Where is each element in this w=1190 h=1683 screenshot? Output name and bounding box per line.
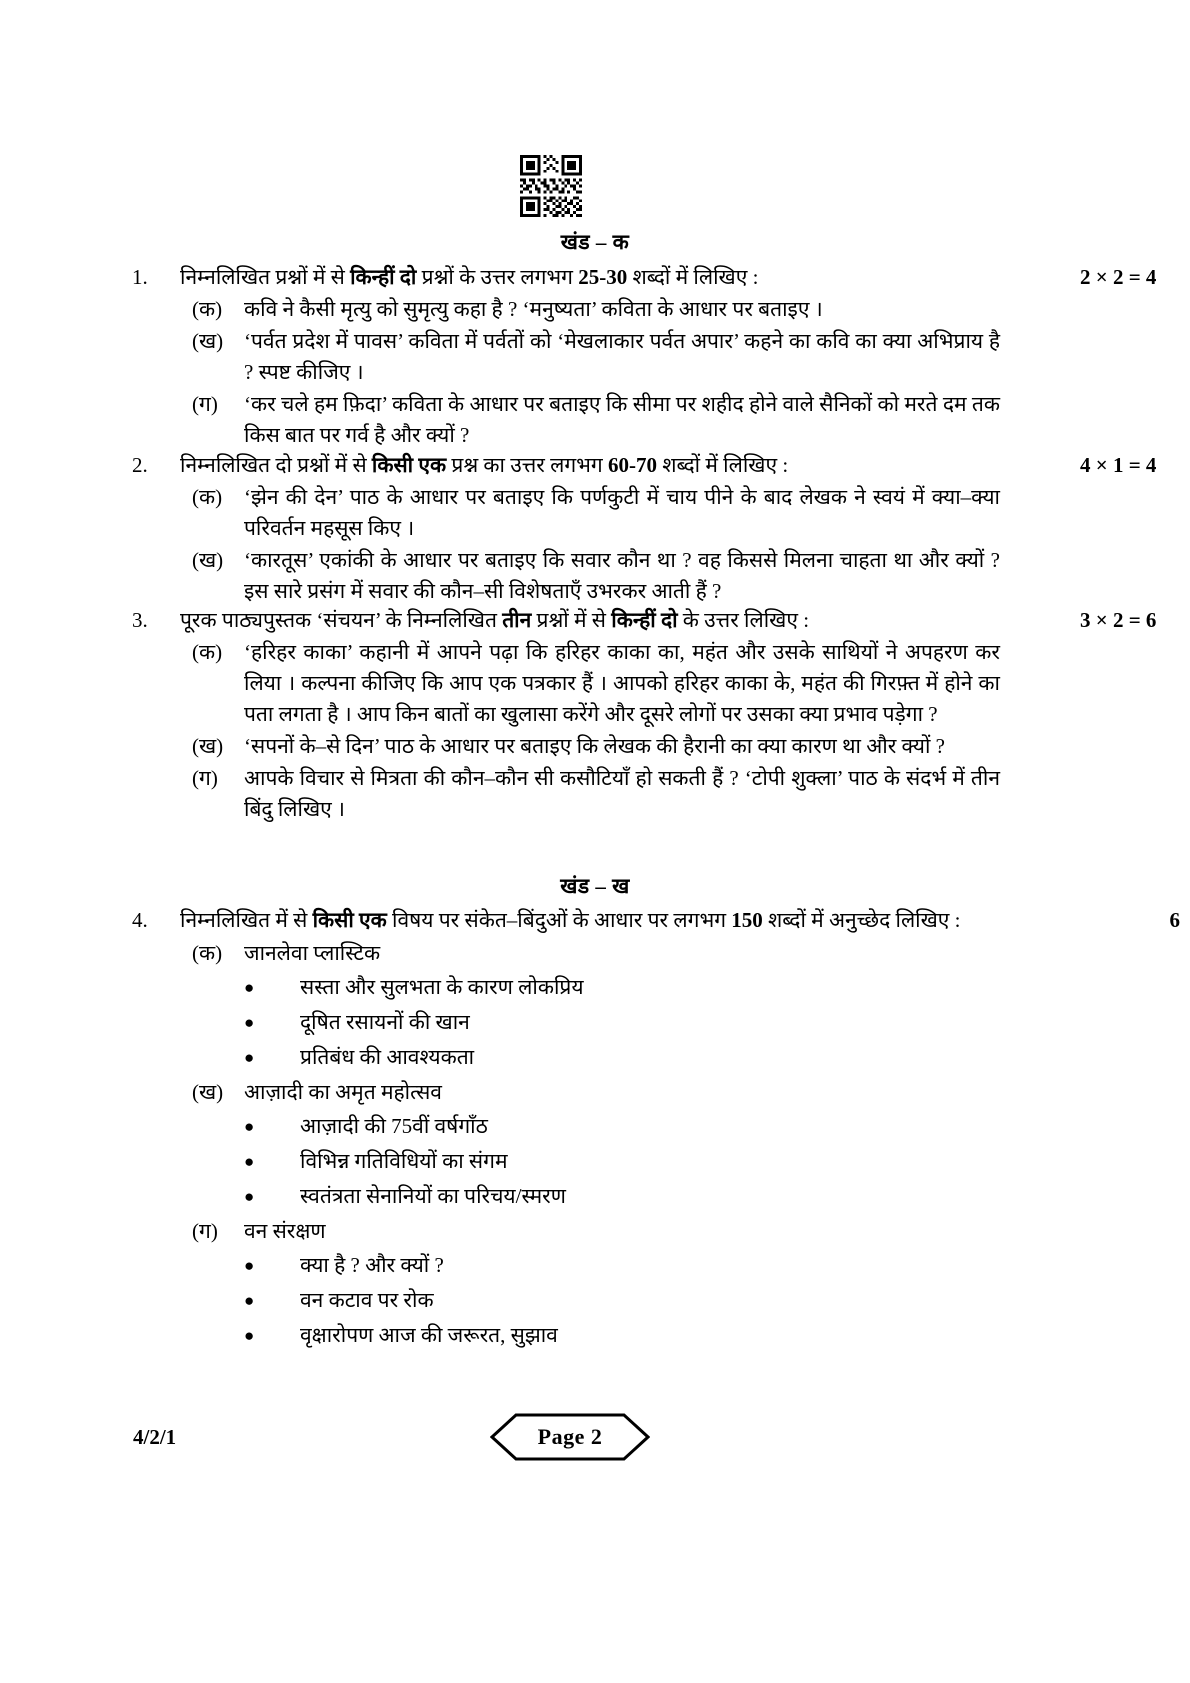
stem-fragment-3: 60-70 [608, 453, 657, 477]
subpart-text: ‘पर्वत प्रदेश में पावस’ कविता में पर्वतों को ‘मेखलाकार पर्वत अपार’ कहने का कवि का क्या अभिप्राय है ? स्पष्ट कीजिए । [244, 329, 1000, 384]
topic-point-list [0, 970, 1190, 1075]
subpart-row [0, 482, 1190, 544]
topic-row [0, 1215, 1190, 1248]
bullet-dot-icon: ● [244, 1256, 255, 1275]
list-item [0, 1005, 1190, 1040]
subpart-label: (क) [192, 297, 223, 321]
question-2 [0, 450, 1190, 607]
list-item [0, 1248, 1190, 1283]
stem-fragment-4: के उत्तर लिखिए : [677, 608, 810, 632]
question-1-marks: 2 × 2 = 4 [1080, 265, 1157, 289]
bullet-text: प्रतिबंध की आवश्यकता [300, 1045, 475, 1069]
subpart-label: (क) [192, 485, 223, 509]
bullet-text: दूषित रसायनों की खान [300, 1010, 470, 1034]
subpart-label: (ख) [192, 329, 224, 353]
subpart-text: ‘हरिहर काका’ कहानी में आपने पढ़ा कि हरिहर काका का, महंत और उसके साथियों ने अपहरण कर लिया । कल्पना कीजिए कि आप एक पत्रकार हैं । आपको हरिहर काका के, महंत की गिरफ़्त में होने का पता लगता है । आप किन बातों का खुलासा करेंगे और दूसरे लोगों पर उसका क्या प्रभाव पड़ेगा ? [244, 640, 1000, 726]
stem-fragment-2: प्रश्न का उत्तर लगभग [446, 453, 608, 477]
subpart-label: (ख) [192, 734, 224, 758]
stem-fragment-1: किन्हीं दो [350, 265, 417, 289]
bullet-text: वन कटाव पर रोक [300, 1288, 434, 1312]
stem-fragment-1: किसी एक [312, 908, 387, 932]
bullet-dot-icon: ● [244, 1152, 255, 1171]
stem-fragment-0: निम्नलिखित में से [180, 908, 313, 932]
section-heading-ka: खंड – क [560, 230, 630, 254]
list-item [0, 1040, 1190, 1075]
subpart-text: कवि ने कैसी मृत्यु को सुमृत्यु कहा है ? ‘मनुष्यता’ कविता के आधार पर बताइए । [244, 297, 823, 321]
question-2-number: 2. [132, 453, 148, 477]
subpart-row [0, 637, 1190, 730]
page-number-label: Page 2 [537, 1424, 603, 1449]
topic-title: वन संरक्षण [244, 1219, 326, 1243]
question-4-marks: 6 [1169, 908, 1180, 932]
subpart-text: ‘कर चले हम फ़िदा’ कविता के आधार पर बताइए कि सीमा पर शहीद होने वाले सैनिकों को मरते दम तक किस बात पर गर्व है और क्यों ? [244, 392, 1000, 447]
question-2-subparts [0, 482, 1190, 607]
stem-fragment-2: प्रश्नों के उत्तर लगभग [416, 265, 579, 289]
question-3-stem [180, 605, 1080, 636]
bullet-dot-icon: ● [244, 1291, 255, 1310]
question-2-marks: 4 × 1 = 4 [1080, 453, 1157, 477]
subpart-row [0, 763, 1190, 825]
list-item [0, 1144, 1190, 1179]
question-1-stem [180, 262, 1080, 293]
bullet-dot-icon: ● [244, 1013, 255, 1032]
topic-label: (ग) [192, 1219, 218, 1243]
topic-title: आज़ादी का अमृत महोत्सव [244, 1080, 442, 1104]
subpart-text: आपके विचार से मित्रता की कौन–कौन सी कसौटियाँ हो सकती हैं ? ‘टोपी शुक्ला’ पाठ के संदर्भ में तीन बिंदु लिखिए । [244, 766, 1000, 821]
bullet-text: विभिन्न गतिविधियों का संगम [300, 1149, 508, 1173]
question-2-stem-row [0, 450, 1190, 481]
subpart-row [0, 545, 1190, 607]
bullet-dot-icon: ● [244, 978, 255, 997]
question-4-topics [0, 937, 1190, 1353]
subpart-text: ‘सपनों के–से दिन’ पाठ के आधार पर बताइए कि लेखक की हैरानी का क्या कारण था और क्यों ? [244, 734, 945, 758]
stem-fragment-0: निम्नलिखित दो प्रश्नों में से [180, 453, 372, 477]
subpart-label: (ग) [192, 392, 218, 416]
topic-label: (क) [192, 941, 223, 965]
subpart-label: (क) [192, 640, 223, 664]
stem-fragment-0: पूरक पाठ्यपुस्तक ‘संचयन’ के निम्नलिखित [180, 608, 503, 632]
page-number-badge [490, 1412, 650, 1462]
question-3-number: 3. [132, 608, 148, 632]
subpart-row [0, 389, 1190, 451]
list-item [0, 1179, 1190, 1214]
subpart-label: (ख) [192, 548, 224, 572]
subpart-row [0, 731, 1190, 762]
question-4-number: 4. [132, 908, 148, 932]
question-3-marks: 3 × 2 = 6 [1080, 608, 1157, 632]
stem-fragment-4: शब्दों में अनुच्छेद लिखिए : [762, 908, 961, 932]
topic-point-list [0, 1109, 1190, 1214]
bullet-text: आज़ादी की 75वीं वर्षगाँठ [300, 1114, 488, 1138]
paper-code: 4/2/1 [133, 1425, 177, 1449]
stem-fragment-0: निम्नलिखित प्रश्नों में से [180, 265, 351, 289]
bullet-dot-icon: ● [244, 1326, 255, 1345]
bullet-dot-icon: ● [244, 1187, 255, 1206]
topic-title: जानलेवा प्लास्टिक [244, 941, 381, 965]
stem-fragment-4: शब्दों में लिखिए : [657, 453, 789, 477]
stem-fragment-2: प्रश्नों में से [531, 608, 612, 632]
question-4-stem-row [0, 905, 1190, 936]
bullet-text: वृक्षारोपण आज की जरूरत, सुझाव [300, 1323, 558, 1347]
topic-row [0, 1076, 1190, 1109]
question-1-stem-row [0, 262, 1190, 293]
subpart-text: ‘कारतूस’ एकांकी के आधार पर बताइए कि सवार कौन था ? वह किससे मिलना चाहता था और क्यों ? इस सारे प्रसंग में सवार की कौन–सी विशेषताएँ उभरकर आती हैं ? [244, 548, 1000, 603]
stem-fragment-3: किन्हीं दो [611, 608, 678, 632]
stem-fragment-3: 150 [731, 908, 763, 932]
topic-label: (ख) [192, 1080, 224, 1104]
question-4-stem [180, 905, 1070, 936]
list-item [0, 1318, 1190, 1353]
stem-fragment-3: 25-30 [578, 265, 628, 289]
bullet-dot-icon: ● [244, 1048, 255, 1067]
subpart-text: ‘झेन की देन’ पाठ के आधार पर बताइए कि पर्णकुटी में चाय पीने के बाद लेखक ने स्वयं में क्या–क्या परिवर्तन महसूस किए । [244, 485, 1000, 540]
stem-fragment-1: किसी एक [371, 453, 447, 477]
topic-point-list [0, 1248, 1190, 1353]
qr-code-icon [520, 155, 582, 217]
list-item [0, 1109, 1190, 1144]
stem-fragment-4: शब्दों में लिखिए : [627, 265, 759, 289]
topic-row [0, 937, 1190, 970]
subpart-row [0, 326, 1190, 388]
question-1-subparts [0, 294, 1190, 451]
list-item [0, 970, 1190, 1005]
question-4 [0, 905, 1190, 1353]
subpart-row [0, 294, 1190, 325]
stem-fragment-2: विषय पर संकेत–बिंदुओं के आधार पर लगभग [386, 908, 732, 932]
bullet-text: स्वतंत्रता सेनानियों का परिचय/स्मरण [300, 1184, 566, 1208]
question-3-subparts [0, 637, 1190, 825]
section-heading-kha: खंड – ख [560, 874, 630, 898]
question-3-stem-row [0, 605, 1190, 636]
list-item [0, 1283, 1190, 1318]
question-1 [0, 262, 1190, 451]
subpart-label: (ग) [192, 766, 218, 790]
bullet-text: क्या है ? और क्यों ? [300, 1253, 444, 1277]
bullet-text: सस्ता और सुलभता के कारण लोकप्रिय [300, 975, 584, 999]
question-1-number: 1. [132, 265, 148, 289]
stem-fragment-1: तीन [502, 608, 532, 632]
question-3 [0, 605, 1190, 825]
bullet-dot-icon: ● [244, 1117, 255, 1136]
question-2-stem [180, 450, 1080, 481]
